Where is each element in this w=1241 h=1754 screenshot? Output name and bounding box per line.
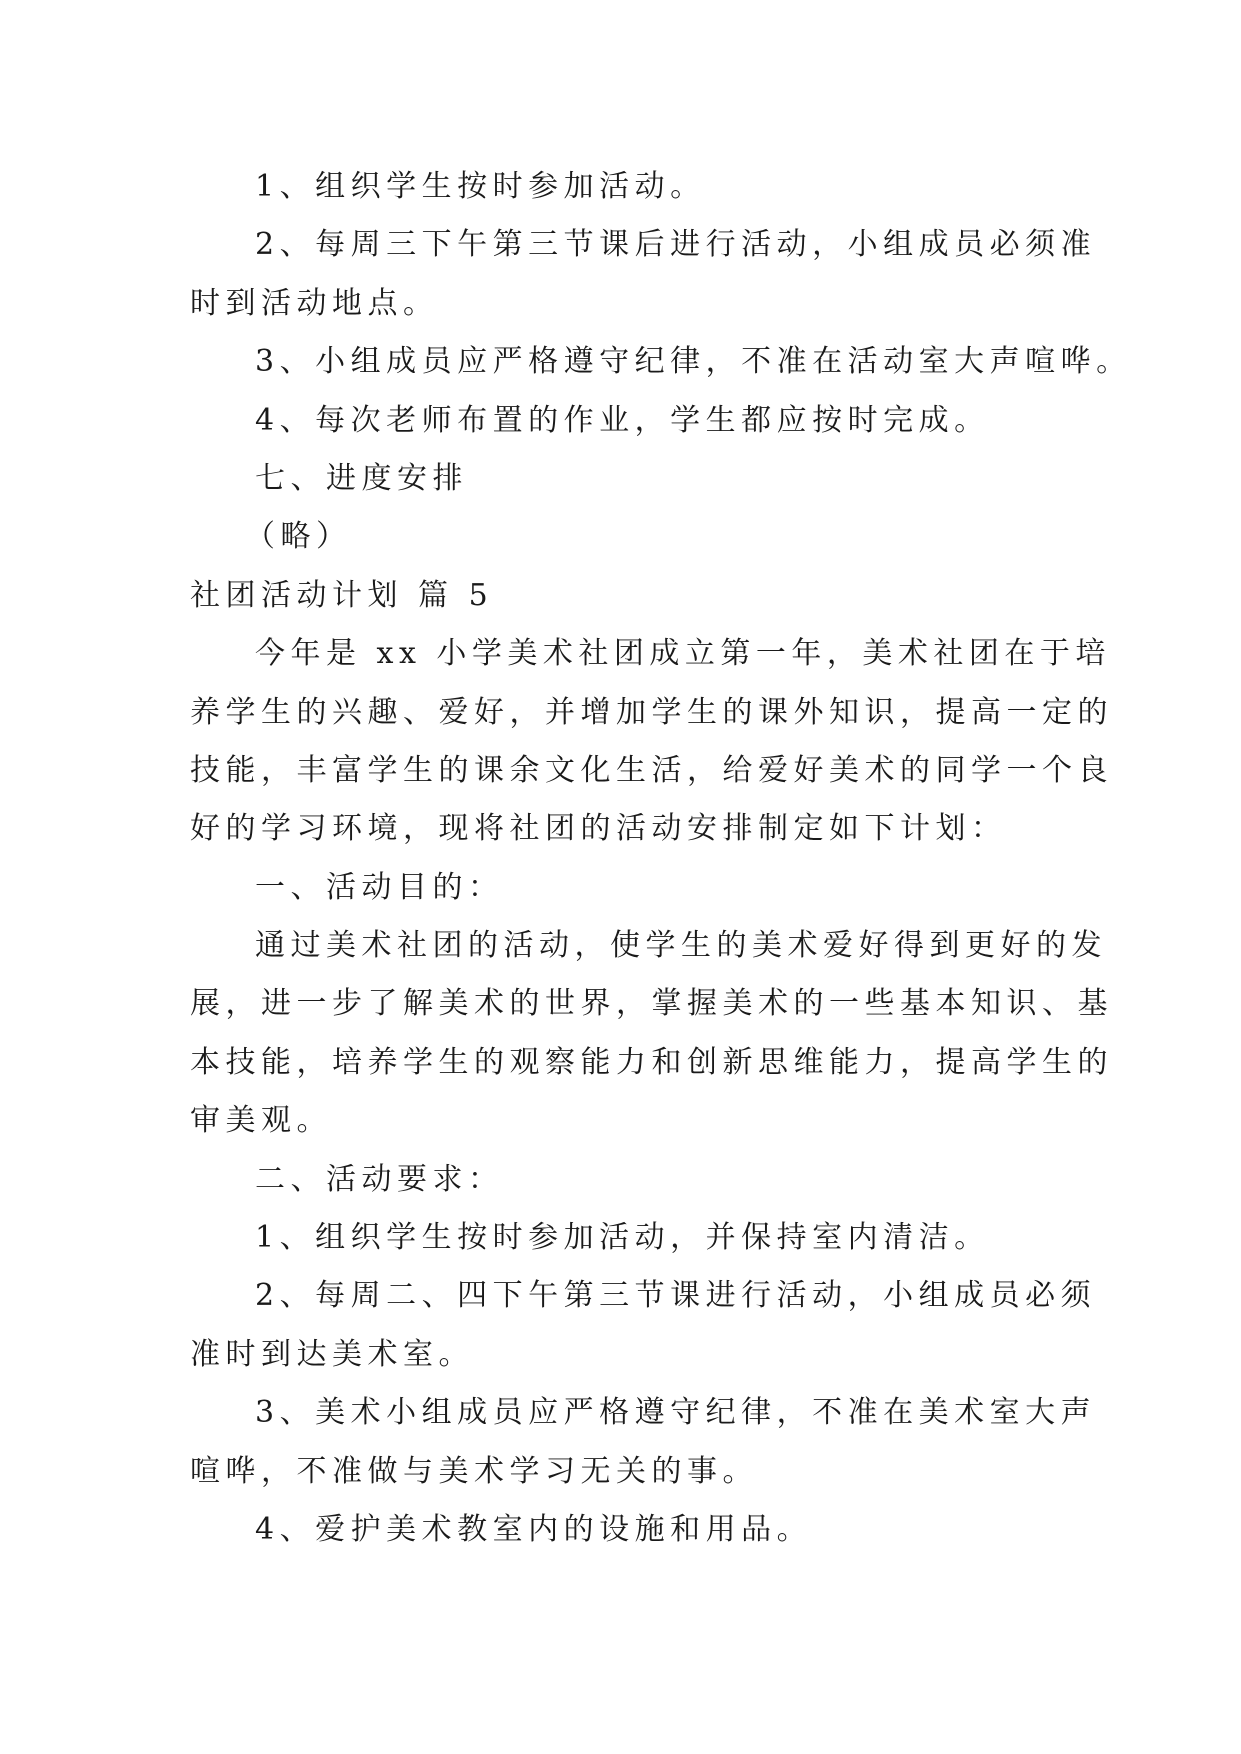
- paragraph-line: 展，进一步了解美术的世界，掌握美术的一些基本知识、基: [190, 986, 1113, 1022]
- paragraph-line: 审美观。: [190, 1103, 332, 1139]
- paragraph-line: 本技能，培养学生的观察能力和创新思维能力，提高学生的: [190, 1044, 1113, 1080]
- paragraph-line: 通过美术社团的活动，使学生的美术爱好得到更好的发: [255, 928, 1107, 964]
- document-body: [190, 158, 1132, 1559]
- paragraph-line: 喧哗，不准做与美术学习无关的事。: [190, 1453, 758, 1489]
- paragraph-line: 技能，丰富学生的课余文化生活，给爱好美术的同学一个良: [190, 752, 1113, 788]
- paragraph-line: 时到活动地点。: [190, 285, 439, 321]
- paragraph-line: 1、组织学生按时参加活动，并保持室内清洁。: [255, 1220, 990, 1256]
- paragraph-line: 养学生的兴趣、爱好，并增加学生的课外知识，提高一定的: [190, 694, 1113, 730]
- paragraph-line: 3、美术小组成员应严格遵守纪律，不准在美术室大声: [255, 1395, 1097, 1431]
- paragraph-line: 1、组织学生按时参加活动。: [255, 169, 706, 204]
- paragraph-line: 2、每周三下午第三节课后进行活动，小组成员必须准: [255, 227, 1097, 263]
- paragraph-line: 4、爱护美术教室内的设施和用品。: [255, 1511, 813, 1547]
- section-heading: 一、活动目的：: [255, 869, 504, 905]
- paragraph-line: 2、每周二、四下午第三节课进行活动，小组成员必须: [255, 1278, 1097, 1314]
- paragraph-line: （略）: [245, 519, 352, 555]
- section-heading: 七、进度安排: [255, 460, 468, 496]
- paragraph-line: 准时到达美术室。: [190, 1336, 474, 1372]
- paragraph-line: 3、小组成员应严格遵守纪律，不准在活动室大声喧哗。: [255, 344, 1132, 380]
- paragraph-line: 4、每次老师布置的作业，学生都应按时完成。: [255, 402, 990, 438]
- section-heading: 二、活动要求：: [255, 1161, 504, 1197]
- paragraph-line: 好的学习环境，现将社团的活动安排制定如下计划：: [190, 811, 1007, 847]
- paragraph-line: 今年是 xx 小学美术社团成立第一年，美术社团在于培: [255, 636, 1111, 672]
- chapter-title: 社团活动计划 篇 5: [190, 577, 494, 613]
